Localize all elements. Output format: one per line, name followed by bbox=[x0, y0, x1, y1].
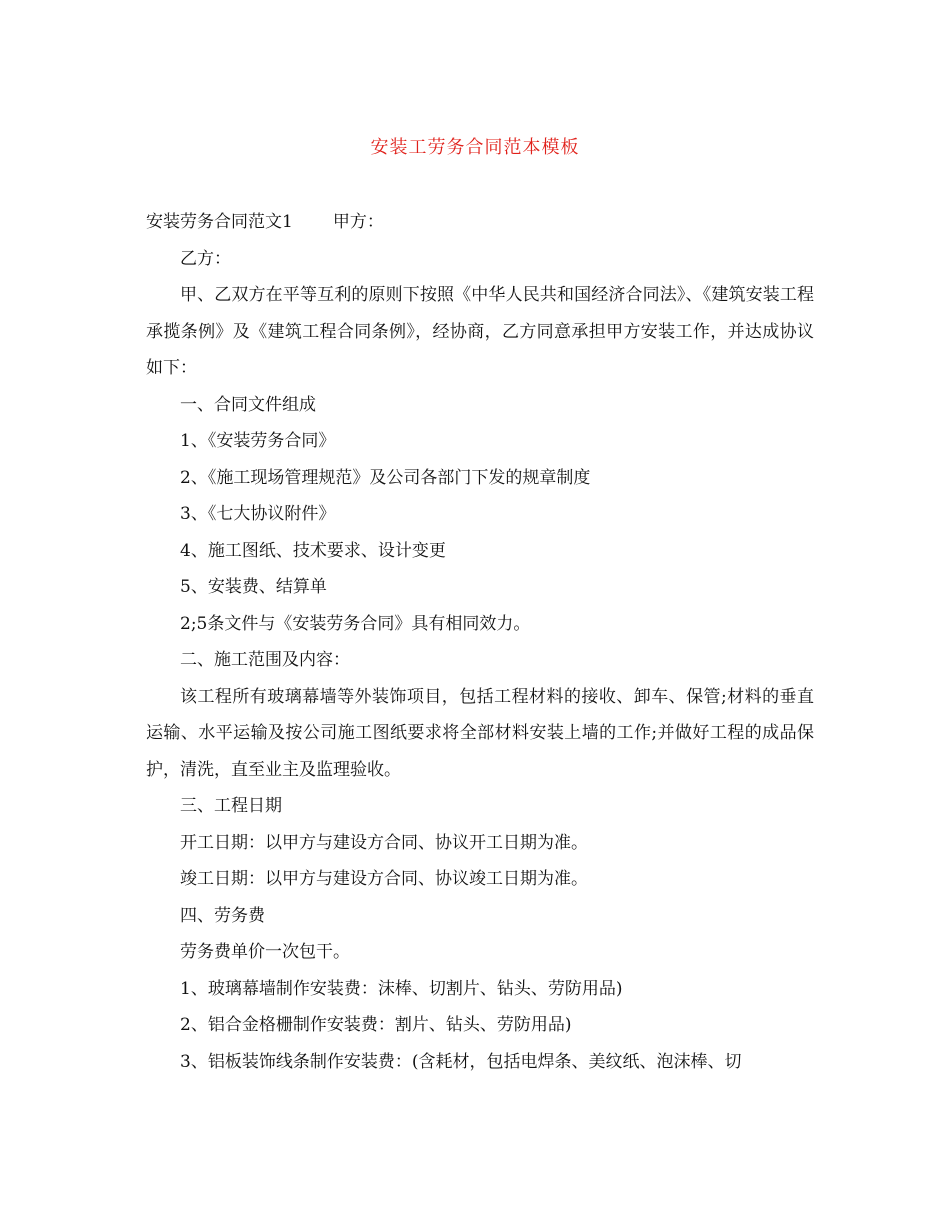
section-heading: 二、施工范围及内容： bbox=[180, 650, 350, 670]
paragraph: 劳务费单价一次包干。 bbox=[180, 942, 350, 962]
list-item: 2、铝合金格栅制作安装费：割片、钻头、劳防用品) bbox=[180, 1015, 572, 1035]
list-item: 2、《施工现场管理规范》及公司各部门下发的规章制度 bbox=[180, 467, 591, 488]
list-item: 4、施工图纸、技术要求、设计变更 bbox=[180, 540, 446, 561]
paragraph: 2;5条文件与《安装劳务合同》具有相同效力。 bbox=[180, 613, 531, 634]
section-heading: 三、工程日期 bbox=[180, 796, 282, 816]
list-item: 1、玻璃幕墙制作安装费：沫棒、切割片、钻头、劳防用品) bbox=[180, 978, 623, 999]
paragraph: 该工程所有玻璃幕墙等外装饰项目，包括工程材料的接收、卸车、保管;材料的垂直运输、水平运输及按公司施工图纸要求将全部材料安装上墙的工作;并做好工程的成品保护，清洗，直至业主及监理验收。 bbox=[146, 686, 814, 780]
intro-label: 安装劳务合同范文1 bbox=[146, 212, 293, 232]
paragraph: 甲、乙双方在平等互利的原则下按照《中华人民共和国经济合同法》、《建筑安装工程承揽条例》及《建筑工程合同条例》，经协商，乙方同意承担甲方安装工作，并达成协议如下： bbox=[146, 285, 814, 378]
intro-line bbox=[146, 204, 814, 241]
document-body bbox=[146, 204, 814, 1080]
party-b-label: 乙方： bbox=[180, 248, 231, 269]
section-heading: 四、劳务费 bbox=[180, 905, 265, 926]
list-item: 3、铝板装饰线条制作安装费：(含耗材，包括电焊条、美纹纸、泡沫棒、切 bbox=[180, 1051, 742, 1072]
list-item: 3、《七大协议附件》 bbox=[180, 504, 336, 524]
paragraph: 竣工日期：以甲方与建设方合同、协议竣工日期为准。 bbox=[180, 869, 588, 889]
paragraph: 开工日期：以甲方与建设方合同、协议开工日期为准。 bbox=[180, 832, 588, 853]
section-heading: 一、合同文件组成 bbox=[180, 394, 316, 415]
party-a-label: 甲方： bbox=[332, 212, 384, 232]
list-item: 5、安装费、结算单 bbox=[180, 577, 327, 597]
document-title: 安装工劳务合同范本模板 bbox=[370, 137, 580, 158]
list-item: 1、《安装劳务合同》 bbox=[180, 431, 336, 451]
